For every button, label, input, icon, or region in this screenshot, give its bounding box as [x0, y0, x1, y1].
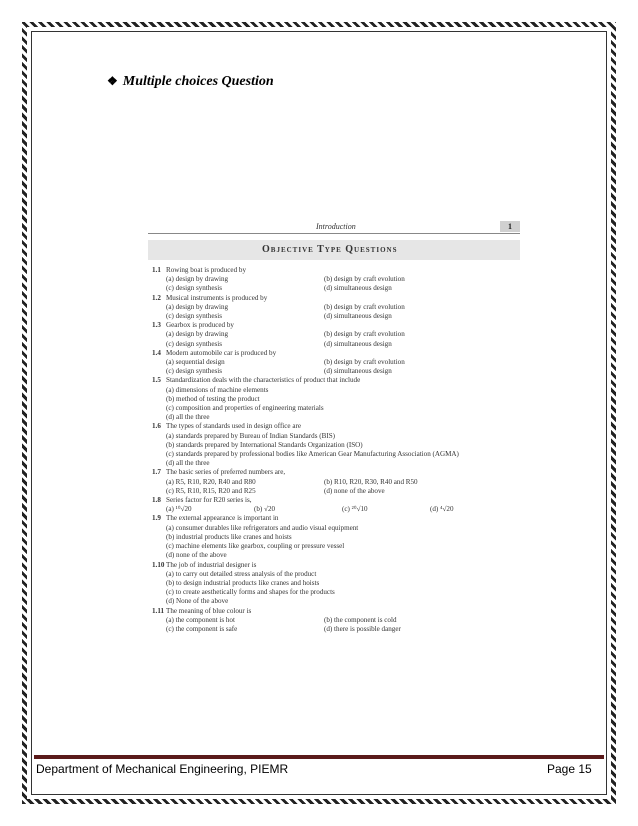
- option: (a) design by drawing: [166, 302, 229, 311]
- question-line: [152, 321, 520, 330]
- option: (a) ¹⁰√20: [166, 505, 192, 514]
- option: (a) standards prepared by Bureau of Indian Standards (BIS): [166, 431, 336, 440]
- option-row: [152, 616, 520, 625]
- question-number: 1.2: [152, 293, 161, 302]
- option: (c) design synthesis: [166, 312, 222, 321]
- option: (a) to carry out detailed stress analysis of the product: [166, 569, 317, 578]
- footer-department: Department of Mechanical Engineering, PIEMR: [36, 762, 289, 776]
- option: (a) design by drawing: [166, 330, 229, 339]
- diamond-four-icon: ❖: [107, 74, 118, 88]
- option: (d) none of the above: [324, 486, 385, 495]
- option: (d) simultaneous design: [324, 367, 392, 376]
- option: (d) all the three: [166, 413, 210, 422]
- question-text: Modern automobile car is produced by: [166, 348, 277, 357]
- question-item: [152, 607, 520, 635]
- question-item: [152, 376, 520, 422]
- option-row: [152, 505, 520, 514]
- question-text: Musical instruments is produced by: [166, 293, 268, 302]
- question-line: [152, 266, 520, 275]
- option: (a) design by drawing: [166, 275, 229, 284]
- question-item: [152, 468, 520, 496]
- question-number: 1.8: [152, 496, 161, 505]
- objective-banner: [148, 240, 520, 260]
- question-line: [152, 607, 520, 616]
- question-number: 1.3: [152, 321, 161, 330]
- question-item: [152, 561, 520, 607]
- option: (b) industrial products like cranes and hoists: [166, 532, 292, 541]
- option: (b) method of testing the product: [166, 394, 260, 403]
- question-line: [152, 376, 520, 385]
- option-row: [152, 367, 520, 376]
- question-item: [152, 349, 520, 377]
- option: (b) to design industrial products like cranes and hoists: [166, 578, 320, 587]
- question-item: [152, 294, 520, 322]
- question-number: 1.1: [152, 266, 161, 274]
- scan-running-header: [148, 220, 520, 236]
- option-row: [152, 312, 520, 321]
- option: (c) machine elements like gearbox, coupling or pressure vessel: [166, 542, 345, 551]
- option: (c) R5, R10, R15, R20 and R25: [166, 486, 256, 495]
- option: (b) √20: [254, 505, 276, 514]
- option: (a) R5, R10, R20, R40 and R80: [166, 477, 256, 486]
- question-line: [152, 514, 520, 523]
- option: (d) simultaneous design: [324, 312, 392, 321]
- question-text: The job of industrial designer is: [166, 560, 257, 569]
- option: (a) consumer durables like refrigerators and audio visual equipment: [166, 523, 359, 532]
- option: (c) design synthesis: [166, 367, 222, 376]
- question-item: [152, 266, 520, 294]
- question-number: 1.9: [152, 514, 161, 523]
- question-text: Rowing boat is produced by: [166, 266, 246, 274]
- question-number: 1.6: [152, 422, 161, 431]
- option: (d) simultaneous design: [324, 339, 392, 348]
- option: (d) none of the above: [166, 551, 227, 560]
- question-number: 1.10: [152, 560, 165, 569]
- question-item: [152, 321, 520, 349]
- question-line: [152, 496, 520, 505]
- option: (b) the component is cold: [324, 615, 397, 624]
- option: (b) design by craft evolution: [324, 358, 405, 367]
- option: (c) ²⁰√10: [342, 505, 368, 514]
- running-head: Introduction: [316, 222, 356, 231]
- question-text: The meaning of blue colour is: [166, 606, 252, 615]
- question-item: [152, 496, 520, 514]
- footer-rule: [34, 755, 604, 759]
- question-text: The types of standards used in design office are: [166, 422, 302, 431]
- question-text: Series factor for R20 series is,: [166, 496, 252, 505]
- option: (b) design by craft evolution: [324, 302, 405, 311]
- option: (b) design by craft evolution: [324, 330, 405, 339]
- option: (c) composition and properties of engineering materials: [166, 404, 324, 413]
- option: (d) all the three: [166, 459, 210, 468]
- option: (a) the component is hot: [166, 615, 235, 624]
- question-text: Standardization deals with the characteristics of product that include: [166, 376, 361, 385]
- option-row: [152, 478, 520, 487]
- option-row: [152, 487, 520, 496]
- option: (b) design by craft evolution: [324, 275, 405, 284]
- question-number: 1.7: [152, 468, 161, 477]
- chapter-number-box: 1: [500, 221, 520, 232]
- question-text: The external appearance is important in: [166, 514, 279, 523]
- option-row: [152, 330, 520, 339]
- option: (c) the component is safe: [166, 624, 238, 633]
- footer-page-number: Page 15: [547, 762, 592, 776]
- option: (d) there is possible danger: [324, 624, 401, 633]
- header-rule: [148, 233, 520, 234]
- scanned-question-image: [148, 220, 520, 642]
- question-line: [152, 349, 520, 358]
- option: (b) standards prepared by International Standards Organization (ISO): [166, 440, 363, 449]
- option: (d) ⁴√20: [430, 505, 454, 514]
- question-number: 1.4: [152, 348, 161, 357]
- option: (b) R10, R20, R30, R40 and R50: [324, 477, 418, 486]
- option-row: [152, 340, 520, 349]
- question-line: [152, 422, 520, 431]
- option-row: [152, 358, 520, 367]
- question-line: [152, 561, 520, 570]
- option: (a) sequential design: [166, 358, 225, 367]
- option: (c) standards prepared by professional bodies like American Gear Manufacturing Association (AGMA): [166, 450, 459, 459]
- section-heading: [107, 74, 274, 90]
- option: (a) dimensions of machine elements: [166, 385, 269, 394]
- question-item: [152, 514, 520, 560]
- question-list: [152, 266, 520, 634]
- question-number: 1.11: [152, 606, 165, 615]
- option-row: [152, 284, 520, 293]
- question-item: [152, 422, 520, 468]
- question-number: 1.5: [152, 376, 161, 385]
- question-text: The basic series of preferred numbers are,: [166, 468, 286, 477]
- section-heading-text: Multiple choices Question: [122, 74, 274, 89]
- option-row: [152, 303, 520, 312]
- question-line: [152, 294, 520, 303]
- banner-title: Objective Type Questions: [262, 244, 398, 255]
- option: (c) design synthesis: [166, 284, 222, 293]
- option-row: [152, 625, 520, 634]
- option: (d) None of the above: [166, 597, 229, 606]
- option: (c) to create aesthetically forms and shapes for the products: [166, 588, 335, 597]
- option: (c) design synthesis: [166, 339, 222, 348]
- question-line: [152, 468, 520, 477]
- option: (d) simultaneous design: [324, 284, 392, 293]
- option-row: [152, 275, 520, 284]
- question-text: Gearbox is produced by: [166, 321, 234, 330]
